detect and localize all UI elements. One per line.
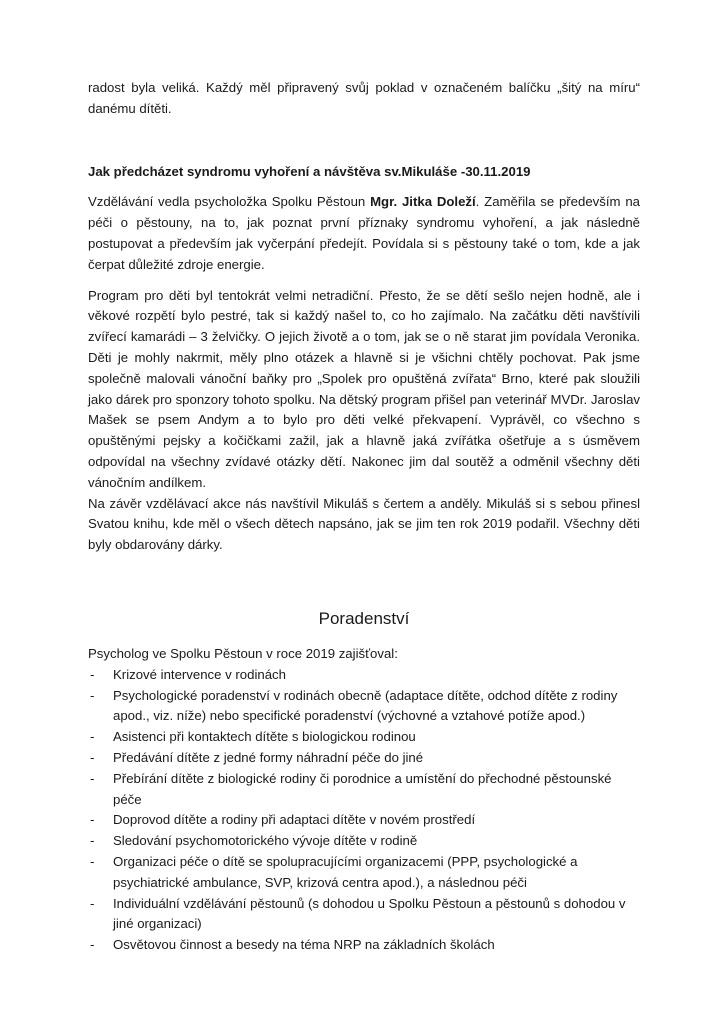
dash-bullet: -: [90, 833, 95, 849]
services-list: [88, 665, 640, 956]
list-item: [88, 852, 640, 894]
list-item: [88, 727, 640, 748]
list-item-text: Předávání dítěte z jedné formy náhradní péče do jiné: [113, 750, 424, 766]
psychologist-name: Mgr. Jitka Doleží: [370, 194, 476, 210]
education-paragraph: [88, 192, 640, 275]
section-title: Poradenství: [318, 608, 410, 628]
list-item: [88, 769, 640, 811]
dash-bullet: -: [90, 729, 95, 745]
event-heading: Jak předcházet syndromu vyhoření a návštěva sv.Mikuláše -30.11.2019: [88, 163, 531, 179]
list-item: [88, 748, 640, 769]
dash-bullet: -: [90, 666, 95, 682]
list-item: [88, 665, 640, 686]
services-intro: Psycholog ve Spolku Pěstoun v roce 2019 zajišťoval:: [88, 646, 398, 662]
dash-bullet: -: [90, 812, 95, 828]
dash-bullet: -: [90, 750, 95, 766]
list-item-text: Přebírání dítěte z biologické rodiny či porodnice a umístění do přechodné pěstounské péče: [113, 770, 612, 807]
education-text-end: . Zaměřila se především na péči o pěstouny, na to, jak poznat první příznaky syndromu vyhoření, a jak následně postupovat a především jak vyčerpání předejít. Povídala si s pěstouny také o tom, kde a jak čerpat důležité zdroje energie.: [88, 194, 640, 272]
mikulas-paragraph: Na závěr vzdělávací akce nás navštívil Mikuláš s čertem a anděly. Mikuláš si s sebou přinesl Svatou knihu, kde měl o všech dětech napsáno, jak se jim ten rok 2019 podařil. Všechny děti byly obdarovány dárky.: [88, 495, 640, 553]
dash-bullet: -: [90, 937, 95, 953]
list-item-text: Sledování psychomotorického vývoje dítěte v rodině: [113, 833, 418, 849]
list-item: [88, 831, 640, 852]
list-item-text: Osvětovou činnost a besedy na téma NRP na základních školách: [113, 937, 495, 953]
dash-bullet: -: [90, 854, 95, 870]
list-item: [88, 894, 640, 936]
education-text-start: Vzdělávání vedla psycholožka Spolku Pěstoun: [88, 194, 371, 210]
intro-paragraph: radost byla veliká. Každý měl připravený svůj poklad v označeném balíčku „šitý na míru“ danému dítěti.: [88, 80, 640, 116]
list-item: [88, 686, 640, 728]
list-item-text: Psychologické poradenství v rodinách obecně (adaptace dítěte, odchod dítěte z rodiny apod., viz. níže) nebo specifické poradenství (výchovné a vztahové potíže apod.): [113, 687, 618, 724]
children-program-paragraph: Program pro děti byl tentokrát velmi netradiční. Přesto, že se dětí sešlo nejen hodně, ale i věkové rozpětí bylo pestré, tak si každý našel to, co ho zajímalo. Na začátku děti navštívili zvířecí kamarádi – 3 želvičky. O jejich životě a o tom, jak se o ně starat jim povídala Veronika. Děti je mohly nakrmit, měly plno otázek a hlavně si je všichni chtěly pochovat. Pak jsme společně malovali vánoční baňky pro „Spolek pro opuštěná zvířata“ Brno, které pak sloužili jako dárek pro sponzory tohoto spolku. Na dětský program přišel pan veterinář MVDr. Jaroslav Mašek se psem Andym a to bylo pro děti velké překvapení. Vyprávěl, co všechno s opuštěnými pejsky a kočičkami zažil, jak a hlavně jaká zvířátka ošetřuje a s úsměvem odpovídal na všechny zvídavé otázky dětí. Nakonec jim dal soutěž a odměnil všechny děti vánočním andílkem.: [88, 287, 640, 490]
list-item-text: Doprovod dítěte a rodiny při adaptaci dítěte v novém prostředí: [113, 812, 476, 828]
dash-bullet: -: [90, 687, 95, 703]
dash-bullet: -: [90, 895, 95, 911]
list-item-text: Organizaci péče o dítě se spolupracujícími organizacemi (PPP, psychologické a psychiatrické ambulance, SVP, krizová centra apod.), a následnou péči: [113, 854, 578, 890]
list-item: [88, 935, 640, 956]
list-item-text: Krizové intervence v rodinách: [113, 666, 286, 682]
document-page: [88, 78, 640, 956]
dash-bullet: -: [90, 770, 95, 786]
list-item-text: Asistenci při kontaktech dítěte s biologickou rodinou: [113, 729, 416, 745]
list-item-text: Individuální vzdělávání pěstounů (s dohodou u Spolku Pěstoun a pěstounů s dohodou v jiné organizaci): [113, 895, 626, 932]
list-item: [88, 810, 640, 831]
